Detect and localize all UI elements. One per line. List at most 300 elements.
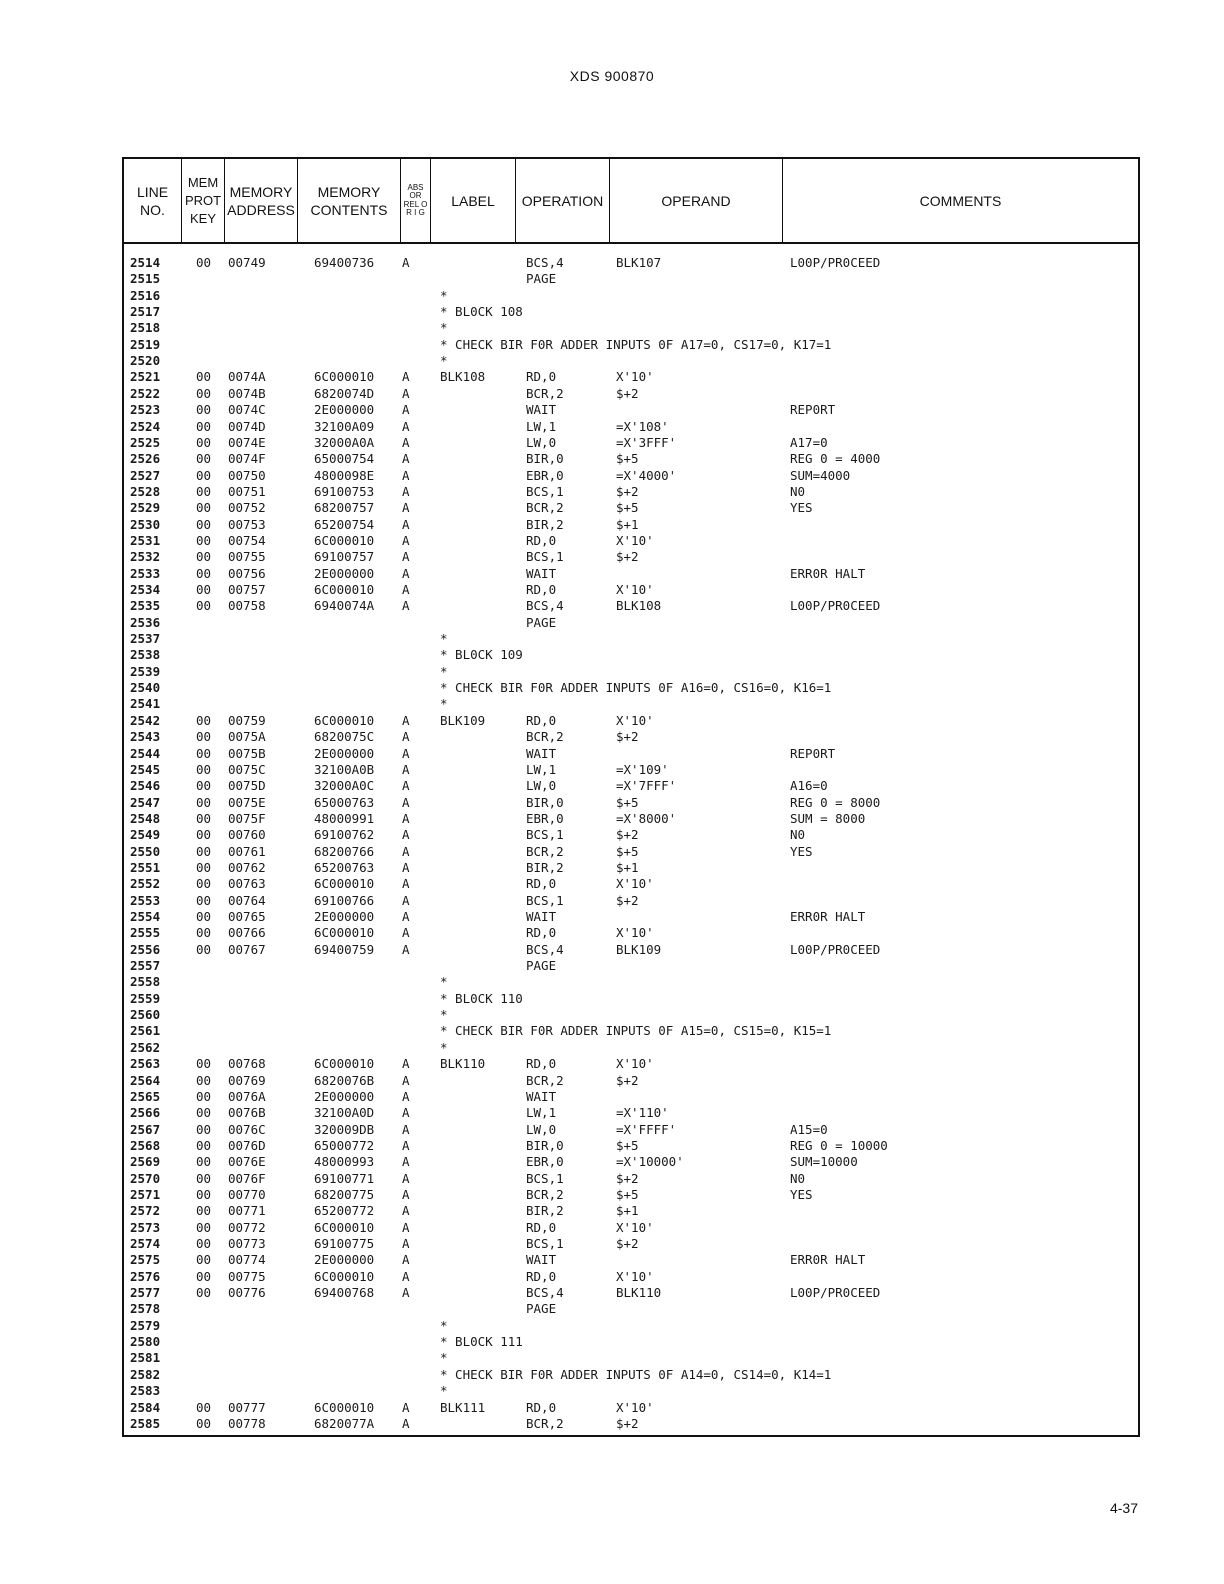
memory-contents: 69400759 [314,941,375,957]
abs-rel-flag: A [402,1219,410,1235]
memory-contents: 6C000010 [314,1268,375,1284]
abs-rel-flag: A [402,255,410,270]
line-number: 2534 [130,582,161,597]
memory-address: 0075B [228,745,266,761]
operation: RD,0 [526,876,557,892]
mem-prot-key: 00 [196,483,212,499]
comment: SUM=4000 [790,467,851,483]
abs-rel-flag: A [402,1137,410,1153]
operand: X'10' [616,1399,654,1415]
memory-address: 00752 [228,500,266,516]
table-row [124,909,1138,925]
mem-prot-key: 00 [196,843,212,859]
mem-prot-key: 00 [196,549,212,565]
line-number: 2544 [130,745,161,761]
col-header-memory-contents: MEMORY CONTENTS [298,159,401,242]
comment: ERR0R HALT [790,909,866,924]
memory-address: 0074D [228,418,266,434]
line-number: 2555 [130,925,161,941]
memory-address: 00765 [228,909,266,924]
operation: LW,1 [526,761,557,777]
label: * [440,1317,448,1333]
operand: $+2 [616,549,639,565]
table-row [124,778,1138,794]
table-row [124,1350,1138,1366]
abs-rel-flag: A [402,434,410,450]
line-number: 2542 [130,712,161,728]
abs-rel-flag: A [402,892,410,908]
memory-address: 00775 [228,1268,266,1284]
memory-address: 0075E [228,794,266,810]
table-row [124,925,1138,941]
comment: YES [790,843,813,859]
line-number: 2581 [130,1350,161,1366]
mem-prot-key: 00 [196,1236,212,1251]
line-number: 2529 [130,500,161,516]
operation: BIR,2 [526,1203,564,1219]
operand: $+2 [616,827,639,843]
comment: YES [790,500,813,516]
label: BLK111 [440,1399,486,1415]
mem-prot-key: 00 [196,1219,212,1235]
operation: PAGE [526,958,557,974]
line-number: 2584 [130,1399,161,1415]
table-row [124,1122,1138,1138]
line-number: 2558 [130,974,161,990]
comment: N0 [790,827,806,843]
table-row [124,255,1138,271]
comment: REP0RT [790,745,836,761]
mem-prot-key: 00 [196,1203,212,1219]
abs-rel-flag: A [402,1285,410,1301]
table-row [124,696,1138,712]
mem-prot-key: 00 [196,1154,212,1170]
table-row [124,746,1138,762]
abs-rel-flag: A [402,1203,410,1219]
memory-address: 00778 [228,1415,266,1431]
table-row [124,1301,1138,1317]
col-header-mem-prot-key: MEM PROT KEY [182,159,225,242]
memory-contents: 65200754 [314,516,375,532]
operation: LW,0 [526,434,557,450]
operand: X'10' [616,369,654,385]
mem-prot-key: 00 [196,598,212,614]
mem-prot-key: 00 [196,745,212,761]
line-number: 2524 [130,418,161,434]
line-number: 2566 [130,1105,161,1121]
operand: =X'8000' [616,810,677,826]
label: * [440,320,448,336]
table-row [124,615,1138,631]
table-row [124,598,1138,614]
abs-rel-flag: A [402,1105,410,1121]
operation: WAIT [526,1252,557,1268]
memory-contents: 6C000010 [314,582,375,597]
operand: BLK109 [616,941,662,957]
memory-address: 00754 [228,532,266,548]
operation: LW,0 [526,1121,557,1137]
table-row [124,647,1138,663]
line-number: 2569 [130,1154,161,1170]
memory-contents: 6C000010 [314,925,375,941]
table-row [124,451,1138,467]
table-row [124,1400,1138,1416]
memory-contents: 6C000010 [314,876,375,892]
mem-prot-key: 00 [196,565,212,581]
operand: $+1 [616,516,639,532]
abs-rel-flag: A [402,761,410,777]
mem-prot-key: 00 [196,1415,212,1431]
memory-address: 0075A [228,729,266,745]
table-row [124,1105,1138,1121]
line-number: 2543 [130,729,161,745]
line-number: 2580 [130,1334,161,1350]
abs-rel-flag: A [402,876,410,892]
operand: X'10' [616,1056,654,1072]
line-number: 2552 [130,876,161,892]
table-row [124,680,1138,696]
mem-prot-key: 00 [196,810,212,826]
memory-contents: 69100753 [314,483,375,499]
table-row [124,1416,1138,1432]
table-row [124,811,1138,827]
line-number: 2526 [130,451,161,467]
operation: WAIT [526,565,557,581]
memory-contents: 69400736 [314,255,375,270]
memory-address: 00774 [228,1252,266,1268]
memory-contents: 65200763 [314,859,375,875]
operation: RD,0 [526,1399,557,1415]
abs-rel-flag: A [402,925,410,941]
abs-rel-flag: A [402,565,410,581]
memory-contents: 68200757 [314,500,375,516]
table-row [124,1383,1138,1399]
abs-rel-flag: A [402,1121,410,1137]
operation: BCS,1 [526,827,564,843]
abs-rel-flag: A [402,549,410,565]
operand: $+2 [616,729,639,745]
line-number: 2576 [130,1268,161,1284]
memory-contents: 69400768 [314,1285,375,1301]
page-number: 4-37 [1109,1500,1138,1516]
operation: RD,0 [526,1219,557,1235]
operation: WAIT [526,1088,557,1104]
memory-contents: 68200766 [314,843,375,859]
operation: EBR,0 [526,810,564,826]
abs-rel-flag: A [402,516,410,532]
line-number: 2554 [130,909,161,924]
abs-rel-flag: A [402,1236,410,1251]
mem-prot-key: 00 [196,925,212,941]
abs-rel-flag: A [402,859,410,875]
label: * BL0CK 109 [440,647,523,663]
label: BLK108 [440,369,486,385]
line-number: 2557 [130,958,161,974]
mem-prot-key: 00 [196,827,212,843]
memory-contents: 32100A0B [314,761,375,777]
table-row [124,893,1138,909]
col-header-comments: COMMENTS [919,192,1002,209]
table-row [124,566,1138,582]
operation: WAIT [526,745,557,761]
operation: RD,0 [526,712,557,728]
operation: BCR,2 [526,729,564,745]
operand: $+5 [616,1186,639,1202]
memory-contents: 69100775 [314,1236,375,1251]
memory-address: 00750 [228,467,266,483]
line-number: 2528 [130,483,161,499]
table-row [124,631,1138,647]
operation: RD,0 [526,1268,557,1284]
table-row [124,1023,1138,1039]
abs-rel-flag: A [402,500,410,516]
abs-rel-flag: A [402,1170,410,1186]
operation: RD,0 [526,369,557,385]
memory-contents: 65000754 [314,451,375,467]
comment: A15=0 [790,1121,828,1137]
mem-prot-key: 00 [196,582,212,597]
mem-prot-key: 00 [196,1186,212,1202]
memory-address: 00762 [228,859,266,875]
operand: X'10' [616,876,654,892]
line-number: 2565 [130,1088,161,1104]
col-header-operand: OPERAND [610,159,783,242]
abs-rel-flag: A [402,402,410,418]
table-row [124,844,1138,860]
line-number: 2530 [130,516,161,532]
mem-prot-key: 00 [196,909,212,924]
memory-address: 00776 [228,1285,266,1301]
memory-contents: 320009DB [314,1121,375,1137]
line-number: 2521 [130,369,161,385]
mem-prot-key: 00 [196,451,212,467]
abs-rel-flag: A [402,843,410,859]
label: * [440,353,448,369]
operand: $+2 [616,1170,639,1186]
operation: BCS,4 [526,941,564,957]
label: * [440,696,448,712]
abs-rel-flag: A [402,385,410,401]
mem-prot-key: 00 [196,467,212,483]
operand: $+2 [616,1236,639,1251]
memory-address: 00771 [228,1203,266,1219]
table-row [124,762,1138,778]
operand: =X'FFFF' [616,1121,677,1137]
memory-address: 00773 [228,1236,266,1251]
table-row [124,517,1138,533]
table-row [124,1318,1138,1334]
comment: L00P/PR0CEED [790,1285,881,1301]
memory-contents: 6940074A [314,598,375,614]
mem-prot-key: 00 [196,1072,212,1088]
mem-prot-key: 00 [196,876,212,892]
line-number: 2533 [130,565,161,581]
label: BLK109 [440,712,486,728]
memory-address: 0076B [228,1105,266,1121]
line-number: 2537 [130,631,161,647]
line-number: 2523 [130,402,161,418]
line-number: 2561 [130,1023,161,1039]
operation: BCR,2 [526,385,564,401]
mem-prot-key: 00 [196,712,212,728]
memory-address: 00768 [228,1056,266,1072]
comment: REG 0 = 8000 [790,794,881,810]
operand: $+5 [616,500,639,516]
mem-prot-key: 00 [196,1137,212,1153]
label: * [440,1039,448,1055]
line-number: 2571 [130,1186,161,1202]
table-row [124,369,1138,385]
memory-contents: 4800098E [314,467,375,483]
operation: BCR,2 [526,1186,564,1202]
operand: X'10' [616,582,654,597]
memory-address: 00770 [228,1186,266,1202]
line-number: 2560 [130,1007,161,1023]
operand: =X'108' [616,418,669,434]
memory-address: 00761 [228,843,266,859]
memory-address: 00759 [228,712,266,728]
memory-contents: 2E000000 [314,1252,375,1268]
memory-contents: 2E000000 [314,745,375,761]
abs-rel-flag: A [402,418,410,434]
line-number: 2539 [130,663,161,679]
table-row [124,876,1138,892]
abs-rel-flag: A [402,1415,410,1431]
comment: ERR0R HALT [790,1252,866,1268]
line-number: 2532 [130,549,161,565]
mem-prot-key: 00 [196,778,212,794]
line-number: 2583 [130,1383,161,1399]
memory-contents: 69100757 [314,549,375,565]
line-number: 2575 [130,1252,161,1268]
operation: BIR,2 [526,859,564,875]
operand: X'10' [616,1268,654,1284]
table-row [124,795,1138,811]
table-row [124,304,1138,320]
operation: BIR,2 [526,516,564,532]
comment: YES [790,1186,813,1202]
table-row [124,402,1138,418]
line-number: 2515 [130,271,161,287]
abs-rel-flag: A [402,598,410,614]
comment: A17=0 [790,434,828,450]
abs-rel-flag: A [402,745,410,761]
label: * [440,287,448,303]
table-row [124,827,1138,843]
line-number: 2570 [130,1170,161,1186]
memory-contents: 2E000000 [314,1088,375,1104]
abs-rel-flag: A [402,810,410,826]
line-number: 2563 [130,1056,161,1072]
label: * CHECK BIR F0R ADDER INPUTS 0F A16=0, CS16=0, K16=1 [440,680,832,696]
mem-prot-key: 00 [196,434,212,450]
line-number: 2520 [130,353,161,369]
table-row [124,974,1138,990]
line-number: 2525 [130,434,161,450]
memory-contents: 68200775 [314,1186,375,1202]
mem-prot-key: 00 [196,729,212,745]
table-row [124,942,1138,958]
operation: BIR,0 [526,451,564,467]
operation: BCR,2 [526,843,564,859]
operand: $+2 [616,385,639,401]
memory-address: 00777 [228,1399,266,1415]
operand: X'10' [616,712,654,728]
comment: REG 0 = 4000 [790,451,881,467]
memory-contents: 2E000000 [314,565,375,581]
table-row [124,1220,1138,1236]
operation: BCS,1 [526,483,564,499]
table-row [124,353,1138,369]
table-row [124,288,1138,304]
memory-contents: 69100762 [314,827,375,843]
operation: EBR,0 [526,467,564,483]
table-row [124,386,1138,402]
table-row [124,1138,1138,1154]
abs-rel-flag: A [402,729,410,745]
table-row [124,500,1138,516]
operand: $+1 [616,859,639,875]
table-row [124,713,1138,729]
mem-prot-key: 00 [196,369,212,385]
abs-rel-flag: A [402,1186,410,1202]
mem-prot-key: 00 [196,892,212,908]
line-number: 2572 [130,1203,161,1219]
memory-contents: 6C000010 [314,712,375,728]
line-number: 2546 [130,778,161,794]
mem-prot-key: 00 [196,761,212,777]
operand: $+1 [616,1203,639,1219]
memory-contents: 65200772 [314,1203,375,1219]
operation: BCS,1 [526,1236,564,1251]
line-number: 2562 [130,1039,161,1055]
memory-contents: 6820077A [314,1415,375,1431]
table-row [124,1040,1138,1056]
operand: $+5 [616,843,639,859]
operand: $+5 [616,794,639,810]
label: * [440,1350,448,1366]
label: * CHECK BIR F0R ADDER INPUTS 0F A14=0, CS14=0, K14=1 [440,1366,832,1382]
memory-address: 00756 [228,565,266,581]
memory-address: 0074A [228,369,266,385]
operand: $+2 [616,483,639,499]
mem-prot-key: 00 [196,1088,212,1104]
abs-rel-flag: A [402,909,410,924]
memory-address: 0074F [228,451,266,467]
memory-contents: 6C000010 [314,369,375,385]
table-row [124,337,1138,353]
memory-contents: 65000772 [314,1137,375,1153]
abs-rel-flag: A [402,1056,410,1072]
line-number: 2540 [130,680,161,696]
abs-rel-flag: A [402,941,410,957]
line-number: 2553 [130,892,161,908]
operand: BLK108 [616,598,662,614]
memory-contents: 2E000000 [314,909,375,924]
table-row [124,1056,1138,1072]
memory-address: 00769 [228,1072,266,1088]
line-number: 2582 [130,1366,161,1382]
line-number: 2556 [130,941,161,957]
memory-address: 00755 [228,549,266,565]
line-number: 2551 [130,859,161,875]
label: * CHECK BIR F0R ADDER INPUTS 0F A17=0, CS17=0, K17=1 [440,336,832,352]
label: * [440,663,448,679]
line-number: 2535 [130,598,161,614]
abs-rel-flag: A [402,582,410,597]
label: * BL0CK 111 [440,1334,523,1350]
mem-prot-key: 00 [196,1105,212,1121]
